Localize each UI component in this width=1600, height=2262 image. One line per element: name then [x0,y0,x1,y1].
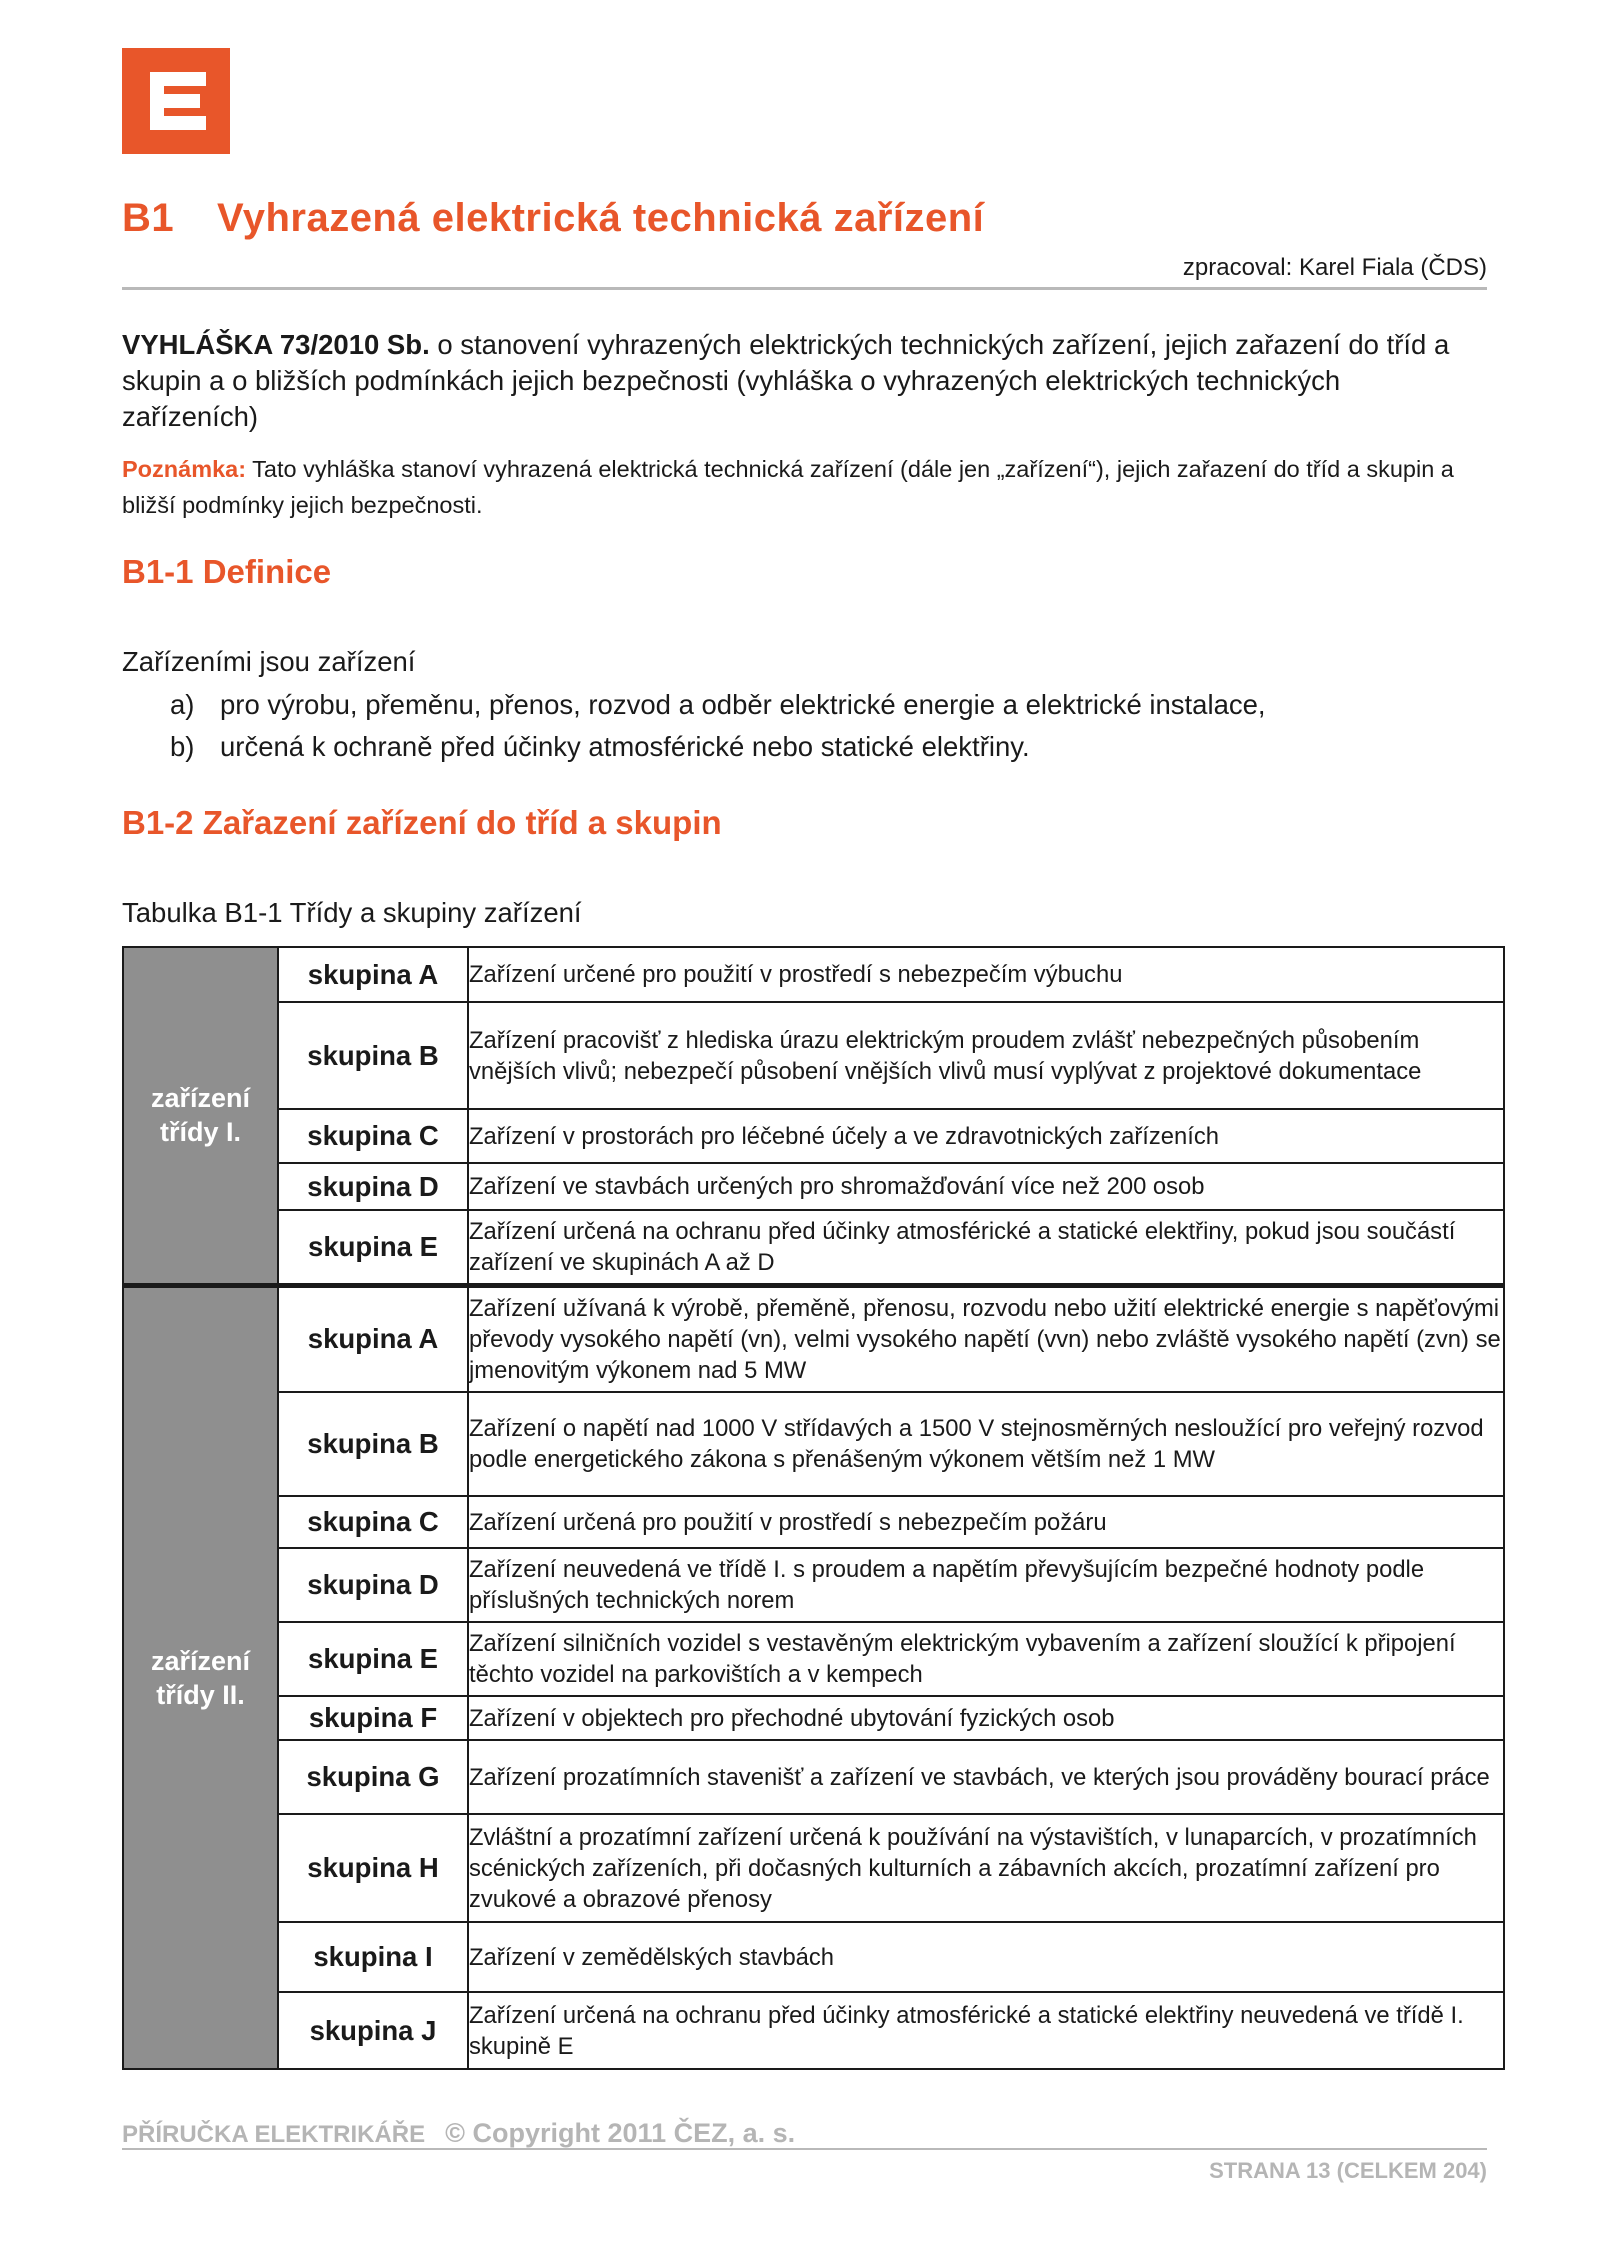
table-row [123,1814,1504,1922]
description-cell: Zařízení silničních vozidel s vestavěným elektrickým vybavením a zařízení sloužící k připojení těchto vozidel na parkovištích a v kempech [468,1622,1504,1696]
regulation-number: VYHLÁŠKA 73/2010 Sb. [122,329,430,360]
regulation-intro [122,327,1452,435]
table-row [123,1002,1504,1109]
group-cell: skupina I [278,1922,468,1992]
group-cell: skupina D [278,1548,468,1622]
title-number: B1 [122,196,175,240]
author-credit: zpracoval: Karel Fiala (ČDS) [1182,254,1487,281]
note-text: Tato vyhláška stanoví vyhrazená elektrická technická zařízení (dále jen „zařízení“), jejich zařazení do tříd a skupin a bližší podmínky jejich bezpečnosti. [122,456,1454,518]
group-cell: skupina F [278,1696,468,1740]
group-cell: skupina E [278,1210,468,1285]
list-text: pro výrobu, přeměnu, přenos, rozvod a odběr elektrické energie a elektrické instalace, [220,689,1266,720]
list-text: určená k ochraně před účinky atmosférické nebo statické elektřiny. [220,731,1030,762]
group-cell: skupina B [278,1392,468,1496]
table-caption: Tabulka B1-1 Třídy a skupiny zařízení [122,897,582,928]
description-cell: Zařízení o napětí nad 1000 V střídavých a 1500 V stejnosměrných nesloužící pro veřejný rozvod podle energetického zákona s přenášeným výkonem větším než 1 MW [468,1392,1504,1496]
table-row [123,1210,1504,1285]
description-cell: Zařízení užívaná k výrobě, přeměně, přenosu, rozvodu nebo užití elektrické energie s napěťovými převody vysokého napětí (vn), velmi vysokého napětí (vvn) nebo zvláště vysokého napětí (zvn) se jmenovitým výkonem nad 5 MW [468,1285,1504,1392]
table-row [123,1696,1504,1740]
section-heading-zarazeni: B1-2 Zařazení zařízení do tříd a skupin [122,804,722,841]
description-cell: Zařízení pracovišť z hlediska úrazu elektrickým proudem zvlášť nebezpečných působením vnějších vlivů; nebezpečí působení vnějších vlivů musí vyplývat z projektové dokumentace [468,1002,1504,1109]
table-row [123,1285,1504,1392]
table-row [123,1163,1504,1210]
table-row [123,947,1504,1002]
page-number: STRANA 13 (CELKEM 204) [1209,2158,1487,2183]
group-cell: skupina D [278,1163,468,1210]
footer-divider [122,2148,1487,2150]
regulation-text: o stanovení vyhrazených elektrických technických zařízení, jejich zařazení do tříd a skupin a o bližších podmínkách jejich bezpečnosti (vyhláška o vyhrazených elektrických technických zařízeních) [122,329,1450,432]
cez-logo [122,48,230,154]
note-paragraph [122,451,1492,523]
description-cell: Zařízení prozatímních stavenišť a zařízení ve stavbách, ve kterých jsou prováděny bourací práce [468,1740,1504,1814]
description-cell: Zvláštní a prozatímní zařízení určená k používání na výstavištích, v lunaparcích, v prozatímních scénických zařízeních, při dočasných kulturních a zábavních akcích, prozatímní zařízení pro zvukové a obrazové přenosy [468,1814,1504,1922]
table-row [123,1496,1504,1548]
list-marker: a) [170,689,195,720]
group-cell: skupina C [278,1496,468,1548]
table-row [123,1740,1504,1814]
group-cell: skupina B [278,1002,468,1109]
definition-intro: Zařízeními jsou zařízení [122,646,416,677]
description-cell: Zařízení v zemědělských stavbách [468,1922,1504,1992]
footer-title: PŘÍRUČKA ELEKTRIKÁŘE [122,2121,426,2148]
description-cell: Zařízení ve stavbách určených pro shromažďování více než 200 osob [468,1163,1504,1210]
footer-copyright: © Copyright 2011 ČEZ, a. s. [445,2118,796,2148]
section-heading-definice: B1-1 Definice [122,553,332,590]
page-title [122,196,984,241]
group-cell: skupina E [278,1622,468,1696]
table-row [123,1109,1504,1163]
group-cell: skupina H [278,1814,468,1922]
group-cell: skupina J [278,1992,468,2069]
list-marker: b) [170,731,195,762]
group-cell: skupina C [278,1109,468,1163]
header-divider [122,287,1487,290]
table-row [123,1622,1504,1696]
group-cell: skupina A [278,1285,468,1392]
class-2-cell: zařízení třídy II. [123,1285,278,2069]
group-cell: skupina G [278,1740,468,1814]
class-1-cell: zařízení třídy I. [123,947,278,1285]
description-cell: Zařízení v objektech pro přechodné ubytování fyzických osob [468,1696,1504,1740]
description-cell: Zařízení určená na ochranu před účinky atmosférické a statické elektřiny, pokud jsou součástí zařízení ve skupinách A až D [468,1210,1504,1285]
table-row [123,1548,1504,1622]
table-row [123,1922,1504,1992]
classes-table [122,946,1505,2070]
description-cell: Zařízení určená na ochranu před účinky atmosférické a statické elektřiny neuvedená ve třídě I. skupině E [468,1992,1504,2069]
description-cell: Zařízení neuvedená ve třídě I. s proudem a napětím převyšujícím bezpečné hodnoty podle příslušných technických norem [468,1548,1504,1622]
description-cell: Zařízení určená pro použití v prostředí s nebezpečím požáru [468,1496,1504,1548]
description-cell: Zařízení určené pro použití v prostředí s nebezpečím výbuchu [468,947,1504,1002]
title-text: Vyhrazená elektrická technická zařízení [217,196,985,240]
table-row [123,1992,1504,2069]
group-cell: skupina A [278,947,468,1002]
table-row [123,1392,1504,1496]
description-cell: Zařízení v prostorách pro léčebné účely a ve zdravotnických zařízeních [468,1109,1504,1163]
note-label: Poznámka: [122,456,247,482]
footer-publication [122,2118,795,2149]
